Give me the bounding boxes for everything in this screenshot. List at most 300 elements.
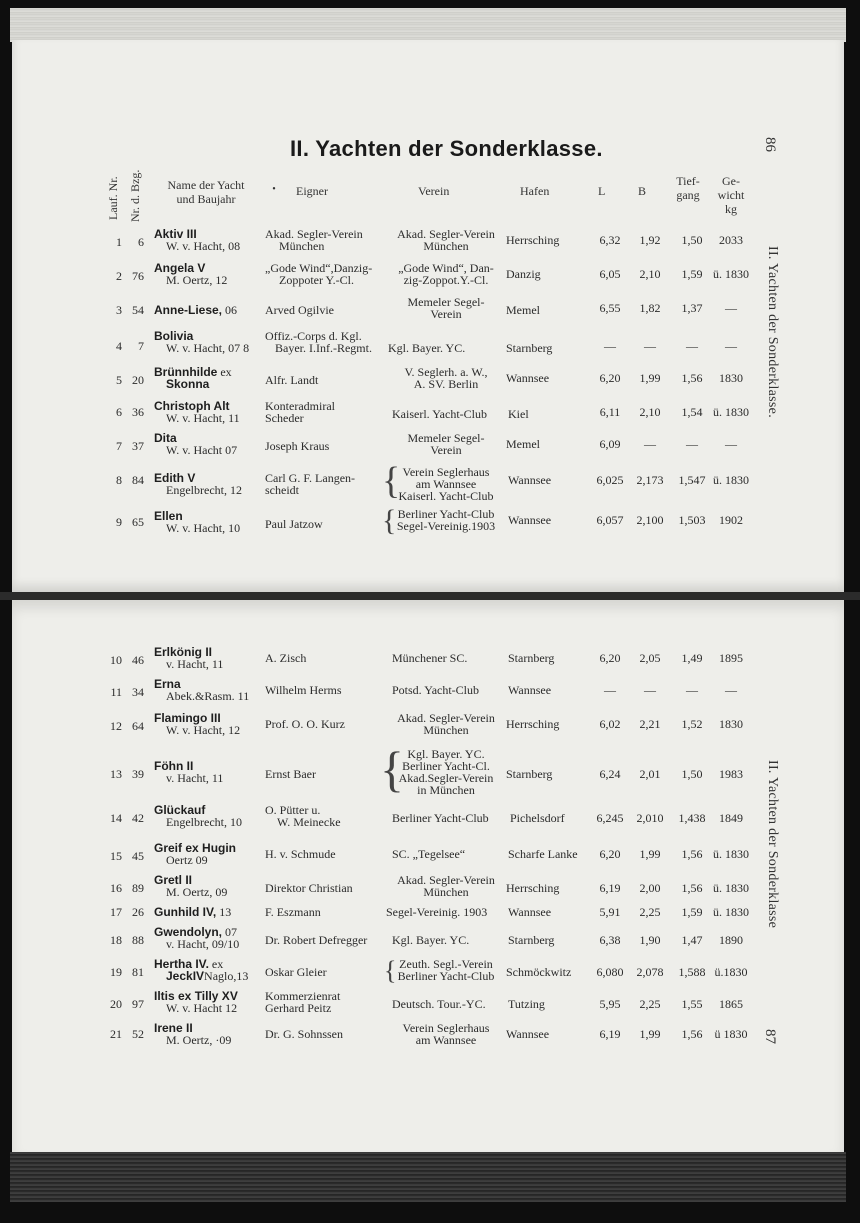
yacht-build: Engelbrecht, 10 — [166, 815, 242, 829]
row-verein — [386, 262, 506, 286]
verein-line: am Wannsee — [415, 477, 477, 491]
row-lauf: 20 — [110, 997, 122, 1011]
row-tiefgang: 1,503 — [678, 513, 706, 527]
row-hafen: Herrsching — [506, 881, 560, 895]
yacht-build: W. v. Hacht 07 — [166, 443, 238, 457]
row-hafen: Wannsee — [508, 905, 552, 919]
yacht-name: Greif ex Hugin — [154, 841, 237, 855]
row-length: 5,91 — [599, 905, 621, 919]
row-name — [154, 646, 223, 670]
eigner-line: O. Pütter u. — [265, 803, 321, 817]
running-head-bottom: II. Yachten der Sonderklasse — [765, 760, 780, 929]
yacht-build: v. Hacht, 11 — [166, 771, 224, 785]
row-eigner: Dr. Robert Defregger — [265, 933, 368, 947]
row-nr: 64 — [132, 719, 144, 733]
row-breadth: 2,25 — [639, 997, 661, 1011]
row-tiefgang: 1,50 — [681, 767, 703, 781]
header-tiefgang-line2: gang — [676, 188, 700, 202]
row-lauf: 2 — [116, 269, 122, 283]
row-name — [154, 804, 242, 828]
yacht-name: Erna — [154, 677, 181, 691]
row-verein: Kgl. Bayer. YC. — [388, 341, 466, 355]
row-name — [154, 926, 239, 950]
verein-line: München — [423, 239, 469, 253]
row-nr: 76 — [132, 269, 144, 283]
row-verein — [386, 1022, 506, 1046]
header-length: L — [598, 184, 606, 198]
eigner-line: Carl G. F. Langen- — [265, 471, 356, 485]
eigner-line: Konteradmiral — [265, 399, 335, 413]
verein-line: Memeler Segel- — [407, 295, 485, 309]
row-hafen: Wannsee — [508, 473, 552, 487]
row-nr: 39 — [132, 767, 144, 781]
row-gewicht: 1865 — [719, 997, 743, 1011]
row-name — [154, 228, 240, 252]
row-verein — [386, 228, 506, 252]
row-breadth: 2,10 — [639, 267, 661, 281]
eigner-line: „Gode Wind“,Danzig- — [265, 261, 373, 275]
verein-line: Berliner Yacht-Cl. — [402, 759, 490, 773]
yacht-build: 13 — [219, 905, 232, 919]
row-verein — [384, 956, 506, 985]
yacht-name: Bolivia — [154, 329, 194, 343]
row-verein: Kaiserl. Yacht-Club — [392, 407, 487, 421]
row-verein — [386, 874, 506, 898]
yacht-build: v. Hacht, 11 — [166, 657, 224, 671]
page-number-bottom: 87 — [762, 1029, 778, 1044]
verein-line: Berliner Yacht-Club — [397, 507, 495, 521]
row-breadth: 2,00 — [639, 881, 661, 895]
row-verein — [386, 466, 506, 502]
verein-line: Verein — [430, 307, 462, 321]
row-eigner: Alfr. Landt — [265, 373, 319, 387]
row-gewicht: ü. 1830 — [713, 267, 749, 281]
row-eigner: A. Zisch — [265, 651, 307, 665]
eigner-line: Kommerzienrat — [265, 989, 341, 1003]
yacht-former-name: Skonna — [166, 377, 210, 391]
row-tiefgang: 1,56 — [681, 847, 703, 861]
row-gewicht: ü. 1830 — [713, 405, 749, 419]
header-gewicht-line3: kg — [725, 202, 737, 216]
row-tiefgang: 1,588 — [678, 965, 706, 979]
yacht-build: M. Oertz, 09 — [166, 885, 228, 899]
row-name — [154, 760, 223, 784]
row-verein: SC. „Tegelsee“ — [392, 847, 466, 861]
row-nr: 42 — [132, 811, 144, 825]
row-hafen: Schmöckwitz — [506, 965, 572, 979]
row-length: 6,20 — [599, 371, 621, 385]
row-hafen: Kiel — [508, 407, 529, 421]
yacht-name: Flamingo III — [154, 711, 221, 725]
row-breadth: 2,05 — [639, 651, 661, 665]
yacht-build: W. v. Hacht, 10 — [166, 521, 241, 535]
row-tiefgang: 1,37 — [681, 301, 703, 315]
row-tiefgang: 1,59 — [681, 905, 703, 919]
row-length: 6,245 — [596, 811, 624, 825]
yacht-build: Oertz 09 — [166, 853, 208, 867]
row-breadth: 2,25 — [639, 905, 661, 919]
row-hafen: Danzig — [506, 267, 541, 281]
row-lauf: 13 — [110, 767, 122, 781]
row-hafen: Wannsee — [508, 683, 552, 697]
eigner-line: München — [279, 239, 325, 253]
yacht-name: Erlkönig II — [154, 645, 213, 659]
yacht-former-name: JeckIV — [166, 969, 205, 983]
row-verein — [386, 712, 506, 736]
page-title: II. Yachten der Sonderklasse. — [290, 136, 603, 161]
yacht-name: Glückauf — [154, 803, 206, 817]
row-eigner — [265, 472, 355, 496]
row-name — [154, 472, 242, 496]
eigner-line: Zoppoter Y.-Cl. — [279, 273, 354, 287]
row-lauf: 8 — [116, 473, 122, 487]
row-gewicht: ü.1830 — [714, 965, 748, 979]
row-tiefgang: 1,52 — [681, 717, 703, 731]
row-lauf: 4 — [116, 339, 122, 353]
row-length: 6,05 — [599, 267, 621, 281]
row-lauf: 11 — [110, 685, 122, 699]
yacht-build-year: 07 — [225, 925, 238, 939]
row-lauf: 21 — [110, 1027, 122, 1041]
verein-line: Zeuth. Segl.-Verein — [399, 957, 493, 971]
row-name — [154, 958, 248, 982]
row-gewicht: 1895 — [719, 651, 743, 665]
row-lauf: 18 — [110, 933, 122, 947]
yacht-name: Föhn II — [154, 759, 194, 773]
row-gewicht: ü. 1830 — [713, 905, 749, 919]
book-top-edge — [10, 8, 846, 42]
row-eigner: Joseph Kraus — [265, 439, 330, 453]
header-eigner: Eigner — [296, 184, 328, 198]
row-length: 6,080 — [596, 965, 624, 979]
row-verein: Münchener SC. — [392, 651, 468, 665]
row-nr: 81 — [132, 965, 144, 979]
row-gewicht: 1902 — [719, 513, 743, 527]
row-tiefgang: 1,55 — [681, 997, 703, 1011]
row-lauf: 7 — [116, 439, 122, 453]
verein-line: Memeler Segel- — [407, 431, 485, 445]
row-length: 6,20 — [599, 847, 621, 861]
row-hafen: Starnberg — [506, 341, 553, 355]
row-nr: 6 — [138, 235, 144, 249]
row-name — [154, 842, 236, 866]
header-tiefgang-line1: Tief- — [676, 174, 700, 188]
row-length: 6,057 — [596, 513, 624, 527]
row-length: 5,95 — [599, 997, 621, 1011]
row-eigner: Oskar Gleier — [265, 965, 327, 979]
row-lauf: 14 — [110, 811, 122, 825]
row-name — [154, 366, 232, 390]
yacht-name: Iltis ex Tilly XV — [154, 989, 238, 1003]
row-breadth: — — [644, 339, 656, 353]
row-name — [154, 712, 240, 736]
eigner-line: Offiz.-Corps d. Kgl. — [265, 329, 362, 343]
header-nr-bzg: Nr. d. Bzg. — [128, 169, 142, 222]
row-lauf: 9 — [116, 515, 122, 529]
verein-line: in München — [417, 783, 475, 797]
row-length: 6,02 — [599, 717, 621, 731]
row-gewicht: — — [725, 339, 737, 353]
row-length: 6,20 — [599, 651, 621, 665]
row-gewicht: 1849 — [719, 811, 743, 825]
row-name — [154, 874, 227, 898]
row-gewicht: — — [725, 683, 737, 697]
row-verein — [386, 366, 506, 390]
yacht-name-extra: ex — [220, 365, 232, 379]
row-hafen: Wannsee — [506, 371, 550, 385]
row-gewicht: ü 1830 — [714, 1027, 748, 1041]
row-eigner: Arved Ogilvie — [265, 303, 334, 317]
yacht-name: Ellen — [154, 509, 183, 523]
row-nr: 36 — [132, 405, 144, 419]
row-eigner — [265, 990, 340, 1014]
book-bottom-edge — [10, 1152, 846, 1202]
header-gewicht — [708, 174, 754, 216]
row-breadth: 1,90 — [639, 933, 661, 947]
verein-line: Berliner Yacht-Club — [397, 969, 495, 983]
verein-line: Akad. Segler-Verein — [397, 711, 495, 725]
verein-line: Akad. Segler-Verein — [397, 227, 495, 241]
row-breadth: 2,01 — [639, 767, 661, 781]
yacht-name: Dita — [154, 431, 177, 445]
row-lauf: 15 — [110, 849, 122, 863]
row-length: — — [604, 683, 616, 697]
row-length: 6,11 — [599, 405, 621, 419]
verein-line: Akad.Segler-Verein — [398, 771, 494, 785]
row-length: 6,32 — [599, 233, 621, 247]
row-hafen: Memel — [506, 437, 540, 451]
header-breadth: B — [638, 184, 647, 198]
row-breadth: 2,010 — [636, 811, 664, 825]
verein-line: Akad. Segler-Verein — [397, 873, 495, 887]
verein-line: München — [423, 885, 469, 899]
row-name — [154, 262, 227, 286]
row-gewicht: 1830 — [719, 371, 743, 385]
yacht-name: Edith V — [154, 471, 196, 485]
row-tiefgang: — — [686, 437, 698, 451]
row-name — [154, 304, 237, 316]
eigner-line: W. Meinecke — [277, 815, 341, 829]
row-lauf: 12 — [110, 719, 122, 733]
brace-icon: { — [382, 460, 401, 502]
row-gewicht: 1890 — [719, 933, 743, 947]
yacht-build: Naglo,13 — [204, 969, 249, 983]
row-name — [154, 1022, 231, 1046]
row-tiefgang: 1,49 — [681, 651, 703, 665]
row-eigner: H. v. Schmude — [265, 847, 336, 861]
row-length: 6,19 — [599, 881, 621, 895]
row-breadth: 1,92 — [639, 233, 661, 247]
row-length: — — [604, 339, 616, 353]
verein-line: V. Seglerh. a. W., — [404, 365, 488, 379]
row-lauf: 17 — [110, 905, 122, 919]
row-lauf: 19 — [110, 965, 122, 979]
yacht-name: Gunhild IV, — [154, 905, 217, 919]
row-verein — [386, 296, 506, 320]
verein-line: Kaiserl. Yacht-Club — [398, 489, 494, 503]
yacht-build: 06 — [225, 303, 238, 317]
eigner-line: Akad. Segler-Verein — [265, 227, 363, 241]
verein-line: Verein Seglerhaus — [402, 465, 490, 479]
row-eigner — [265, 228, 363, 252]
book-gutter — [0, 592, 860, 600]
row-tiefgang: 1,547 — [678, 473, 706, 487]
row-eigner — [265, 330, 372, 354]
row-hafen: Wannsee — [508, 513, 552, 527]
header-tiefgang — [668, 174, 708, 202]
row-hafen: Wannsee — [506, 1027, 550, 1041]
row-nr: 26 — [132, 905, 144, 919]
yacht-build: M. Oertz, 12 — [166, 273, 228, 287]
verein-line: Verein Seglerhaus — [402, 1021, 490, 1035]
header-hafen: Hafen — [520, 184, 550, 198]
row-tiefgang: — — [686, 339, 698, 353]
row-gewicht: — — [725, 301, 737, 315]
row-verein: Berliner Yacht-Club — [392, 811, 489, 825]
verein-line: Segel-Vereinig.1903 — [396, 519, 496, 533]
verein-line: zig-Zoppot.Y.-Cl. — [403, 273, 489, 287]
row-nr: 65 — [132, 515, 144, 529]
eigner-line: Bayer. I.Inf.-Regmt. — [275, 341, 372, 355]
header-name-line2: und Baujahr — [176, 192, 236, 206]
yacht-name: Gwendolyn, — [154, 925, 223, 939]
row-nr: 88 — [132, 933, 144, 947]
row-breadth: 1,99 — [639, 371, 661, 385]
header-name-line1: Name der Yacht — [167, 178, 245, 192]
verein-line: München — [423, 723, 469, 737]
row-tiefgang: 1,56 — [681, 371, 703, 385]
row-length: 6,24 — [599, 767, 621, 781]
row-breadth: 2,100 — [636, 513, 664, 527]
row-nr: 46 — [132, 653, 144, 667]
yacht-name: Aktiv III — [154, 227, 197, 241]
eigner-line: scheidt — [265, 483, 299, 497]
row-tiefgang: — — [686, 683, 698, 697]
yacht-build: Engelbrecht, 12 — [166, 483, 242, 497]
row-lauf: 6 — [116, 405, 122, 419]
row-name — [154, 330, 249, 354]
row-tiefgang: 1,56 — [681, 1027, 703, 1041]
row-name — [154, 990, 238, 1014]
row-hafen: Starnberg — [506, 767, 553, 781]
row-hafen: Memel — [506, 303, 540, 317]
yacht-name: Brünnhilde — [154, 365, 218, 379]
row-nr: 54 — [132, 303, 144, 317]
row-nr: 20 — [132, 373, 144, 387]
row-nr: 37 — [132, 439, 144, 453]
row-length: 6,025 — [596, 473, 624, 487]
row-nr: 97 — [132, 997, 144, 1011]
row-gewicht: ü. 1830 — [713, 881, 749, 895]
verein-line: Verein — [430, 443, 462, 457]
row-lauf: 3 — [116, 303, 122, 317]
row-nr: 52 — [132, 1027, 144, 1041]
yacht-build: v. Hacht, 09/10 — [166, 937, 240, 951]
verein-line: Kgl. Bayer. YC. — [407, 747, 485, 761]
row-tiefgang: 1,54 — [681, 405, 703, 419]
yacht-name: Gretl II — [154, 873, 193, 887]
yacht-build: W. v. Hacht 12 — [166, 1001, 238, 1015]
row-gewicht: 1983 — [719, 767, 743, 781]
row-eigner: F. Eszmann — [265, 905, 321, 919]
row-eigner: Prof. O. O. Kurz — [265, 717, 345, 731]
page-number-top: 86 — [762, 137, 778, 152]
verein-line: „Gode Wind“, Dan- — [398, 261, 494, 275]
row-tiefgang: 1,50 — [681, 233, 703, 247]
row-verein: Potsd. Yacht-Club — [392, 683, 480, 697]
header-name — [152, 178, 260, 206]
row-eigner — [265, 804, 341, 828]
row-hafen: Starnberg — [508, 933, 555, 947]
header-gewicht-line1: Ge- — [722, 174, 740, 188]
row-verein: Deutsch. Tour.-YC. — [392, 997, 486, 1011]
running-head-top: II. Yachten der Sonderklasse. — [765, 246, 780, 418]
row-lauf: 5 — [116, 373, 122, 387]
brace-icon: { — [380, 741, 404, 797]
row-verein — [386, 748, 506, 796]
row-name — [154, 906, 231, 918]
row-eigner: Paul Jatzow — [265, 517, 323, 531]
row-verein — [386, 432, 506, 456]
row-breadth: 1,99 — [639, 1027, 661, 1041]
row-hafen: Scharfe Lanke — [508, 847, 578, 861]
row-tiefgang: 1,47 — [681, 933, 703, 947]
row-breadth: 1,82 — [639, 301, 661, 315]
row-breadth: 2,10 — [639, 405, 661, 419]
row-length: 6,09 — [599, 437, 621, 451]
row-nr: 34 — [132, 685, 144, 699]
eigner-line: Scheder — [265, 411, 304, 425]
verein-line: am Wannsee — [415, 1033, 477, 1047]
row-name — [154, 678, 249, 702]
row-length: 6,19 — [599, 1027, 621, 1041]
verein-line: A. SV. Berlin — [413, 377, 479, 391]
yacht-build: W. v. Hacht, 12 — [166, 723, 241, 737]
row-breadth: — — [644, 683, 656, 697]
row-nr: 45 — [132, 849, 144, 863]
brace-icon: { — [382, 504, 397, 537]
row-tiefgang: 1,56 — [681, 881, 703, 895]
brace-icon: { — [384, 956, 397, 985]
row-nr: 89 — [132, 881, 144, 895]
row-tiefgang: 1,438 — [678, 811, 706, 825]
row-eigner — [265, 400, 335, 424]
row-length: 6,38 — [599, 933, 621, 947]
row-name — [154, 432, 237, 456]
yacht-build: M. Oertz, ·09 — [166, 1033, 232, 1047]
yacht-name: Angela V — [154, 261, 206, 275]
yacht-name: Anne-Liese, — [154, 303, 223, 317]
row-breadth: 1,99 — [639, 847, 661, 861]
row-breadth: — — [644, 437, 656, 451]
row-eigner: Direktor Christian — [265, 881, 353, 895]
row-hafen: Starnberg — [508, 651, 555, 665]
header-verein: Verein — [418, 184, 450, 198]
row-length: 6,55 — [599, 301, 621, 315]
header-gewicht-line2: wicht — [717, 188, 745, 202]
row-hafen: Pichelsdorf — [510, 811, 565, 825]
row-nr: 7 — [138, 339, 144, 353]
yacht-name: Christoph Alt — [154, 399, 230, 413]
row-breadth: 2,21 — [639, 717, 661, 731]
yacht-build: W. v. Hacht, 07 8 — [166, 341, 250, 355]
row-verein: Segel-Vereinig. 1903 — [386, 905, 488, 919]
row-lauf: 10 — [110, 653, 122, 667]
row-hafen: Herrsching — [506, 717, 560, 731]
row-hafen: Herrsching — [506, 233, 560, 247]
row-eigner — [265, 262, 372, 286]
row-nr: 84 — [132, 473, 144, 487]
